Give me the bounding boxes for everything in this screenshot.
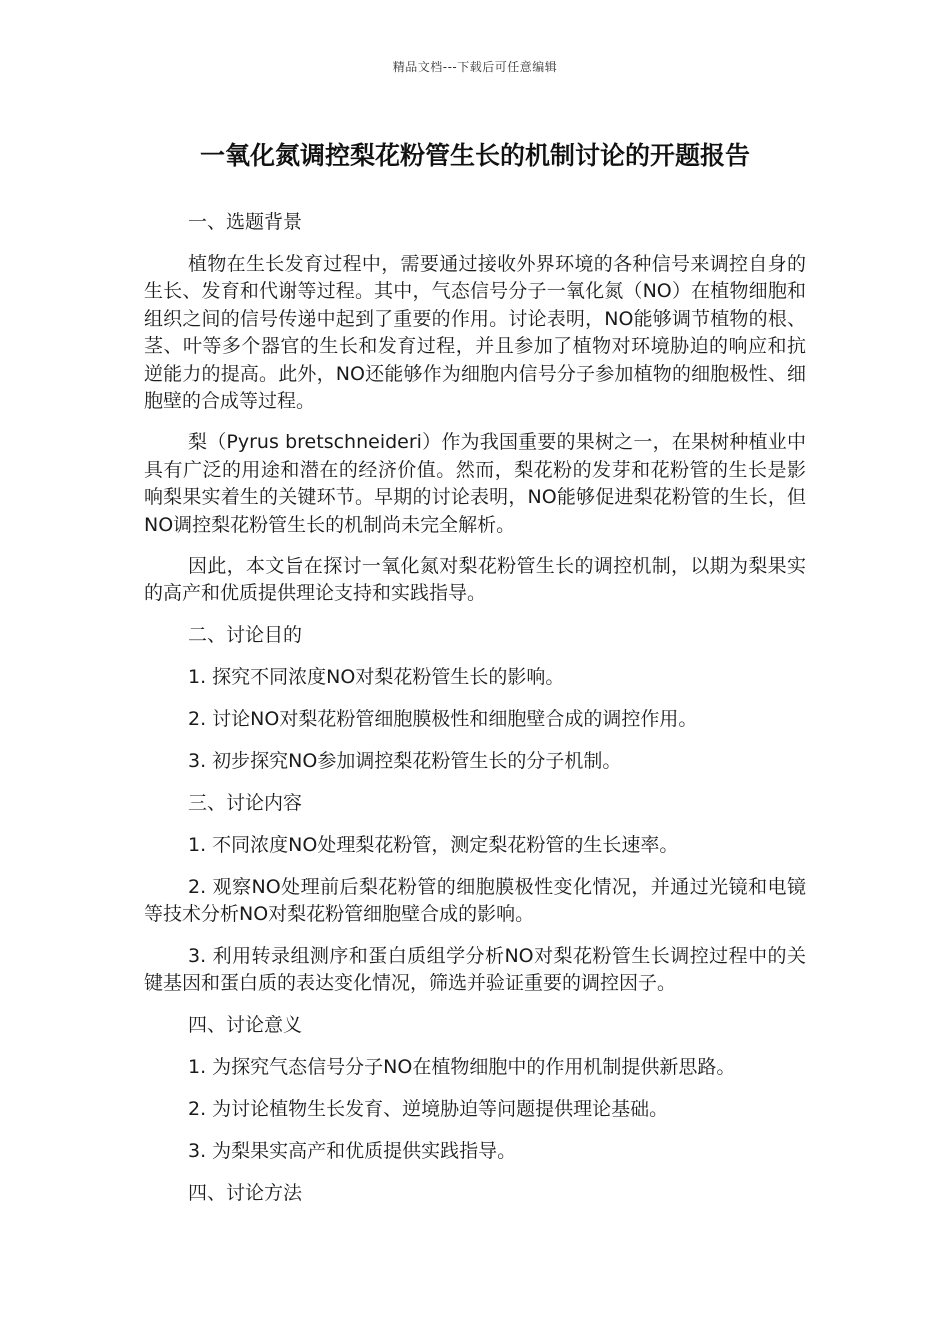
- header-note: 精品文档---下载后可任意编辑: [392, 60, 558, 74]
- paragraph-background-2: 梨（Pyrus bretschneideri）作为我国重要的果树之一，在果树种植业中具有广泛的用途和潜在的经济价值。然而，梨花粉的发芽和花粉管的生长是影响梨果实着生的关键环节。早期的讨论表明，NO能够促进梨花粉管的生长，但NO调控梨花粉管生长的机制尚未完全解析。: [144, 431, 806, 536]
- document-title: 一氧化氮调控梨花粉管生长的机制讨论的开题报告: [199, 141, 750, 170]
- significance-item: 2. 为讨论植物生长发育、逆境胁迫等问题提供理论基础。: [188, 1097, 669, 1120]
- document-body: [144, 209, 806, 1222]
- section-heading-methods: 四、讨论方法: [188, 1181, 303, 1204]
- section-heading-purpose: 二、讨论目的: [188, 623, 303, 646]
- purpose-item: 2. 讨论NO对梨花粉管细胞膜极性和细胞壁合成的调控作用。: [188, 707, 698, 730]
- purpose-item: 1. 探究不同浓度NO对梨花粉管生长的影响。: [188, 665, 565, 688]
- paragraph-background-3: 因此，本文旨在探讨一氧化氮对梨花粉管生长的调控机制，以期为梨果实的高产和优质提供理论支持和实践指导。: [144, 555, 806, 605]
- content-item: 1. 不同浓度NO处理梨花粉管，测定梨花粉管的生长速率。: [188, 833, 679, 856]
- purpose-item: 3. 初步探究NO参加调控梨花粉管生长的分子机制。: [188, 749, 622, 772]
- content-item: 3. 利用转录组测序和蛋白质组学分析NO对梨花粉管生长调控过程中的关键基因和蛋白质的表达变化情况，筛选并验证重要的调控因子。: [144, 944, 806, 995]
- significance-item: 3. 为梨果实高产和优质提供实践指导。: [188, 1139, 517, 1162]
- section-heading-significance: 四、讨论意义: [188, 1013, 303, 1036]
- paragraph-background-1: 植物在生长发育过程中，需要通过接收外界环境的各种信号来调控自身的生长、发育和代谢等过程。其中，气态信号分子一氧化氮（NO）在植物细胞和组织之间的信号传递中起到了重要的作用。讨论表明，NO能够调节植物的根、茎、叶等多个器官的生长和发育过程，并且参加了植物对环境胁迫的响应和抗逆能力的提高。此外，NO还能够作为细胞内信号分子参加植物的细胞极性、细胞壁的合成等过程。: [144, 253, 806, 413]
- section-heading-background: 一、选题背景: [188, 211, 303, 233]
- section-heading-content: 三、讨论内容: [188, 791, 303, 814]
- content-item: 2. 观察NO处理前后梨花粉管的细胞膜极性变化情况，并通过光镜和电镜等技术分析NO对梨花粉管细胞壁合成的影响。: [144, 875, 806, 926]
- significance-item: 1. 为探究气态信号分子NO在植物细胞中的作用机制提供新思路。: [188, 1055, 736, 1078]
